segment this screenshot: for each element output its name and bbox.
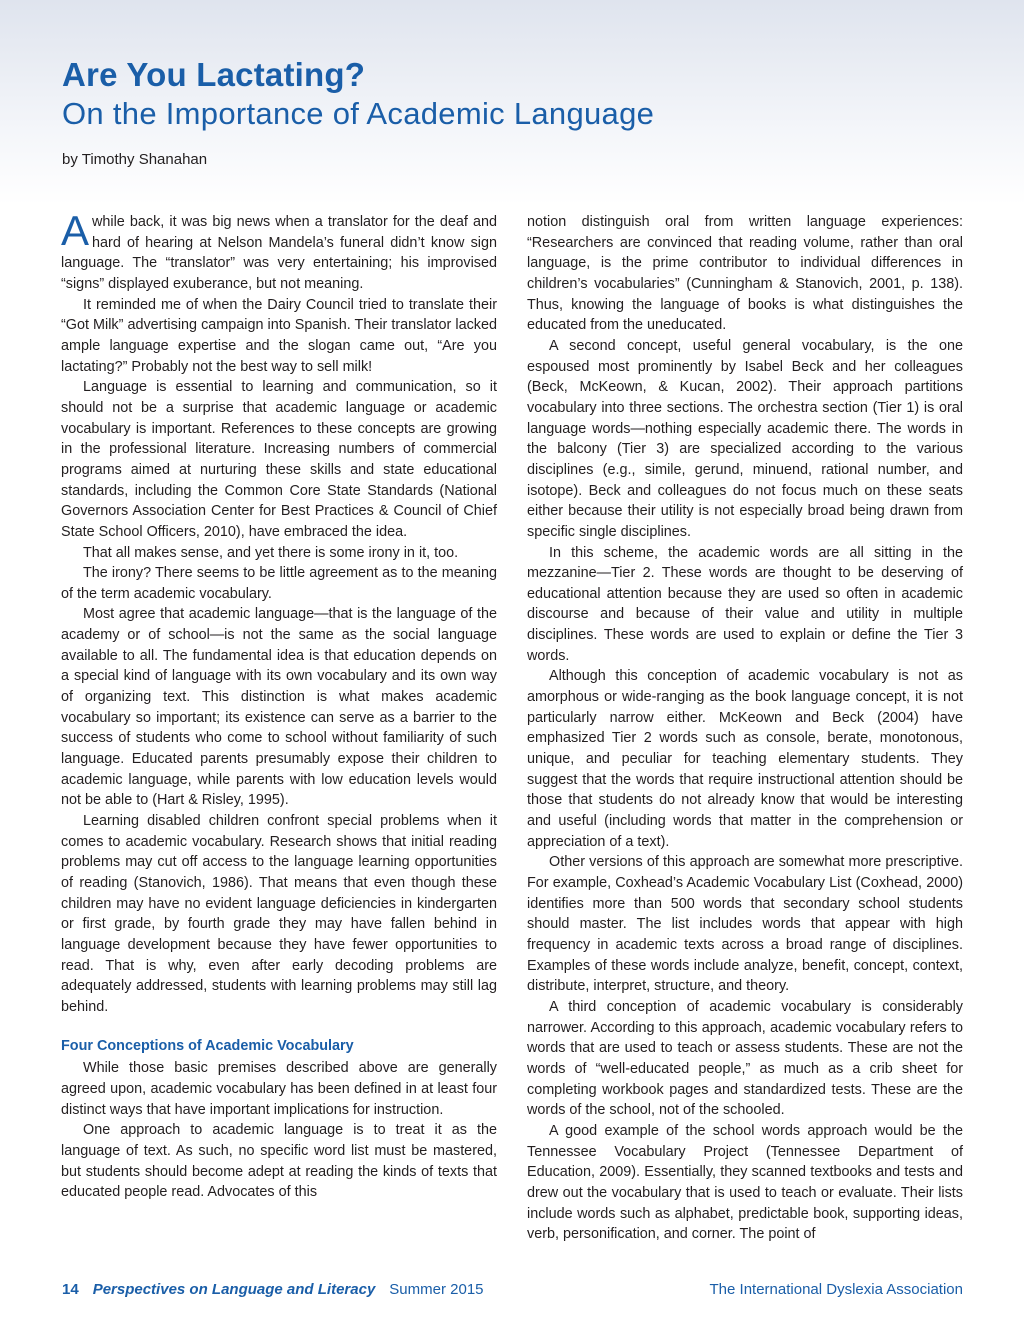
paragraph: A second concept, useful general vocabulary, is the one espoused most prominently by Isabel Beck and her colleagues (Beck, McKeown, & Kucan, 2002). Their approach partitions vocabulary into three sections. The orchestra section (Tier 1) is oral language words—nothing especially academic there. The words in the balcony (Tier 3) are specialized according to the various disciplines (e.g., simile, gerund, minuend, rational number, and isotope). Beck and colleagues do not focus much on these seats either because their utility is not especially broad being drawn from specific single disciplines. [527,337,963,540]
footer-left [62,1281,484,1298]
paragraph [61,207,497,295]
article-subtitle: On the Importance of Academic Language [62,96,655,131]
left-column [61,207,497,1203]
byline: by Timothy Shanahan [62,151,208,168]
right-column [527,212,963,1245]
paragraph: In this scheme, the academic words are all sitting in the mezzanine—Tier 2. These words are thought to be deserving of educational attention because they are used so often in academic discourse and because of their value and utility in multiple disciplines. These words are used to explain or define the Tier 3 words. [527,544,963,664]
paragraph: A third conception of academic vocabulary is considerably narrower. According to this approach, academic vocabulary refers to words that are used to teach or assess students. These are not the words of “well-educated people,” as much as a crib sheet for completing workbook pages and standardized tests. These are the words of the school, not of the schooled. [527,998,963,1119]
journal-title: Perspectives on Language and Literacy [92,1281,376,1298]
paragraph: That all makes sense, and yet there is some irony in it, too. [83,544,459,561]
page-number: 14 [62,1281,79,1298]
paragraph: Learning disabled children confront special problems when it comes to academic vocabulary. Research shows that initial reading problems may cut off access to the language learning opportunities of reading (Stanovich, 1986). That means that even though these children may have no evident language deficiencies in kindergarten or first grade, by fourth grade they may have fallen behind in language development because they have fewer opportunities to read. That is why, even after early decoding problems are adequately addressed, students with learning problems may still lag behind. [61,813,497,1015]
paragraph: Language is essential to learning and communication, so it should not be a surprise that academic language or academic vocabulary is important. References to these concepts are growing in the professional literature. Increasing numbers of commercial programs aimed at nurturing these skills and state educational standards, including the Common Core State Standards (National Governors Association Center for Best Practices & Council of Chief State School Officers, 2010), have embraced the idea. [61,379,497,540]
paragraph: The irony? There seems to be little agreement as to the meaning of the term academic vocabulary. [61,565,497,602]
article-title: Are You Lactating? [62,56,366,93]
paragraph: A good example of the school words approach would be the Tennessee Vocabulary Project (Tennessee Department of Education, 2009). Essentially, they scanned textbooks and tests and drew out the vocabulary that is used to teach or evaluate. Their lists include words such as alphabet, predictable book, supporting ideas, verb, personification, and corner. The point of [527,1122,963,1243]
issue-label: Summer 2015 [389,1281,484,1298]
paragraph-text: while back, it was big news when a translator for the deaf and hard of hearing at Nelson Mandela’s funeral didn’t know sign language. The “translator” was very entertaining; his improvised “signs” displayed exuberance, but not meaning. [61,214,497,292]
paragraph: notion distinguish oral from written language experiences: “Researchers are convinced that reading volume, rather than oral language, is the prime contributor to individual differences in children’s vocabularies” (Cunningham & Stanovich, 2001, p. 138). Thus, knowing the language of books is what distinguishes the educated from the uneducated. [527,214,963,334]
paragraph: Other versions of this approach are somewhat more prescriptive. For example, Coxhead’s Academic Vocabulary List (Coxhead, 2000) identifies more than 500 words that secondary school students should master. The list includes words that appear with high frequency in academic texts across a broad range of disciplines. Examples of these words include analyze, benefit, concept, context, distribute, interpret, structure, and theory. [527,854,963,995]
paragraph: It reminded me of when the Dairy Council tried to translate their “Got Milk” advertising campaign into Spanish. Their translator lacked ample language expertise and the slogan came out, “Are you lactating?” Probably not the best way to sell milk! [61,296,497,375]
paragraph: Most agree that academic language—that is the language of the academy or of school—is not the same as the social language available to all. The fundamental idea is that education depends on a special kind of language with its own vocabulary and its own way of organizing text. This distinction is what makes academic vocabulary so important; its existence can serve as a barrier to the success of students who come to school without familiarity of such language. Educated parents presumably expose their children to academic language, while parents with low education levels would not be able to (Hart & Risley, 1995). [61,606,497,809]
paragraph: Although this conception of academic vocabulary is not as amorphous or wide-ranging as the book language concept, it is not particularly narrow either. McKeown and Beck (2004) have emphasized Tier 2 words such as console, berate, monotonous, unique, and peculiar for teaching elementary students. They suggest that the words that require instructional attention should be those that students do not already know that would be interesting and useful (including words that matter in the comprehension or appreciation of a text). [527,668,963,850]
drop-cap: A [61,207,90,254]
page-footer [62,1281,963,1298]
paragraph: One approach to academic language is to treat it as the language of text. As such, no specific word list must be mastered, but students should become adept at reading the kinds of texts that educated people read. Advocates of this [61,1122,497,1201]
section-heading: Four Conceptions of Academic Vocabulary [61,1037,354,1054]
organization-name: The International Dyslexia Association [709,1281,963,1298]
paragraph: While those basic premises described above are generally agreed upon, academic vocabulary has been defined in at least four distinct ways that have important implications for instruction. [61,1060,497,1118]
